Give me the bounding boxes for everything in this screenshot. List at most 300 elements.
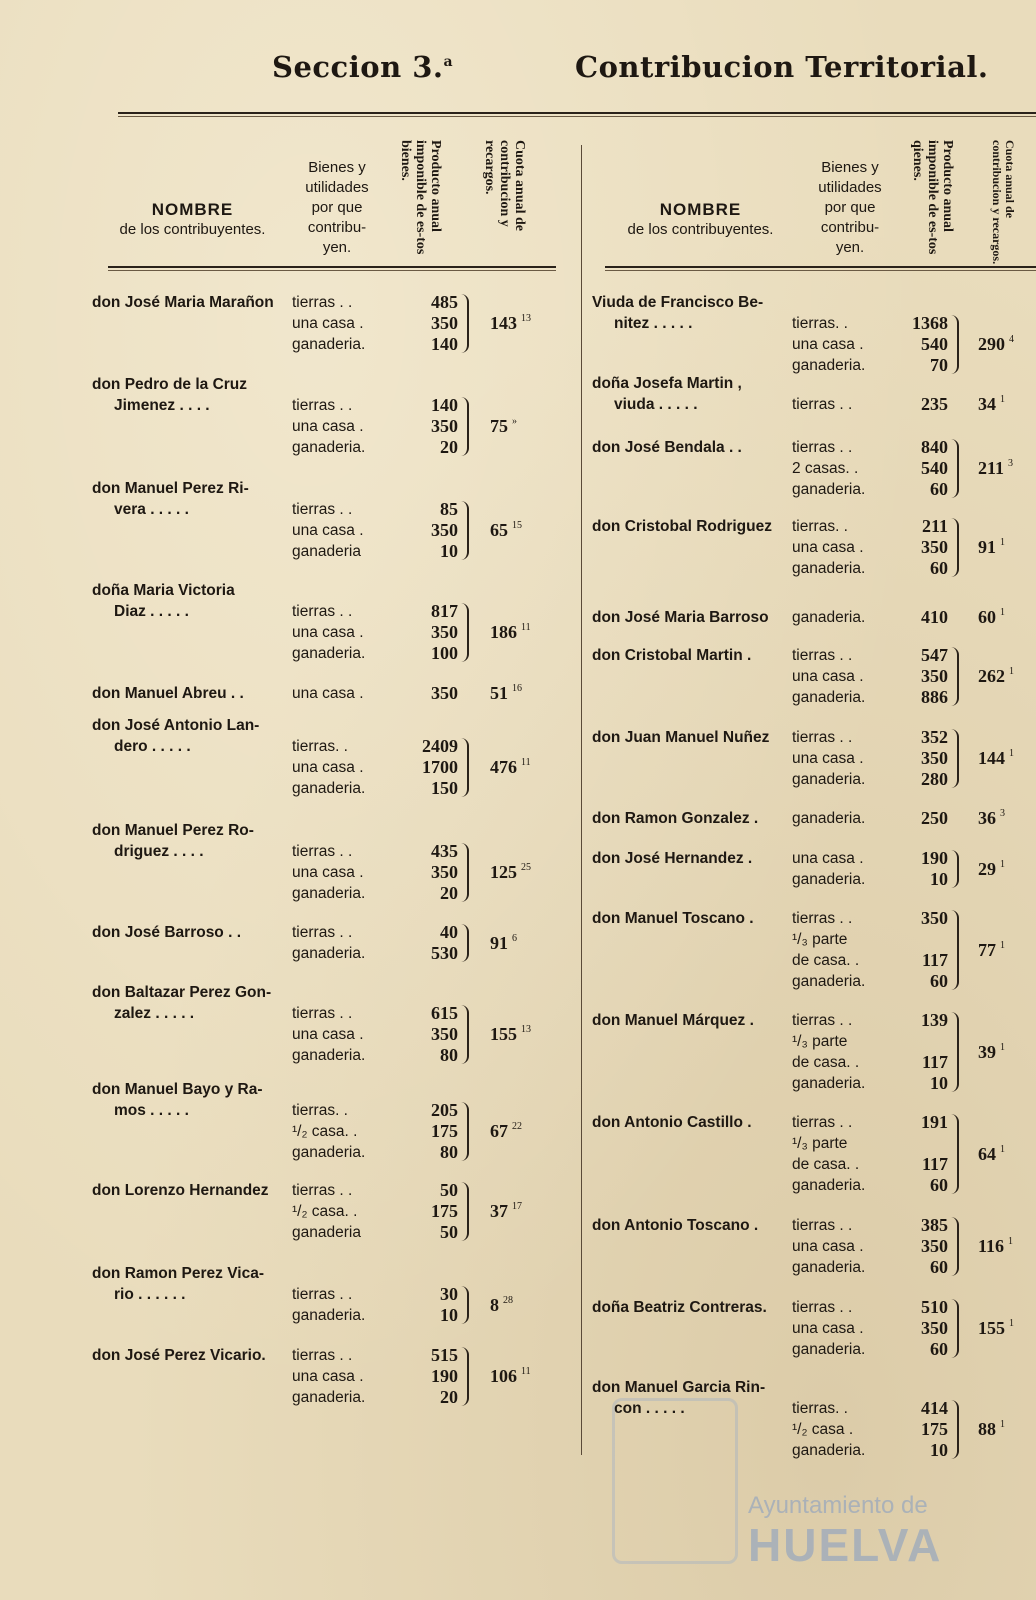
product-value: 70	[930, 355, 948, 375]
product-values	[408, 1100, 458, 1163]
product-values	[408, 841, 458, 904]
header-rule	[118, 112, 1036, 114]
property-list	[792, 727, 884, 790]
product-values	[898, 1010, 948, 1094]
contributor-name	[592, 908, 807, 929]
quota-amount	[490, 683, 522, 704]
page-title: Contribucion Territorial.	[575, 50, 989, 84]
product-values	[898, 1112, 948, 1196]
contributor-name	[592, 1297, 807, 1318]
quota-value: 77	[978, 939, 996, 960]
property-item: una casa .	[792, 668, 864, 685]
property-item: tierras . .	[292, 501, 353, 518]
quota-value: 39	[978, 1041, 996, 1062]
contributor-name-line: don Cristobal Martin .	[592, 647, 752, 664]
quota-cents: 1	[1000, 1419, 1005, 1430]
quota-cents: 1	[1000, 1143, 1005, 1155]
product-value: 817	[431, 601, 458, 621]
curly-brace	[950, 315, 959, 374]
product-value: 20	[440, 883, 458, 903]
contributor-name-line: mos . . . . .	[114, 1102, 189, 1119]
quota-cents: 15	[512, 520, 522, 531]
product-value: 886	[921, 687, 948, 707]
product-values	[408, 1284, 458, 1326]
property-item: ganaderia.	[792, 1341, 866, 1358]
quota-value: 211	[978, 458, 1005, 478]
quota-cents: 1	[1009, 748, 1014, 759]
property-item: una casa .	[292, 522, 364, 539]
quota-cents: 6	[512, 932, 517, 944]
property-item: de casa. .	[792, 1156, 860, 1173]
quota-cents: 3	[1000, 808, 1005, 819]
contributor-name	[92, 478, 307, 520]
property-item: tierras . .	[292, 1286, 353, 1303]
quota-amount	[490, 416, 517, 437]
contributor-name-line: don Ramon Gonzalez .	[592, 810, 759, 827]
property-item: ganaderia.	[292, 780, 366, 797]
quota-value: 29	[978, 858, 996, 879]
quota-cents: 13	[521, 1024, 531, 1035]
product-value: 211	[921, 516, 948, 536]
product-value: 414	[921, 1398, 948, 1418]
property-item: ganaderia.	[792, 1177, 866, 1194]
product-value: 140	[431, 334, 458, 354]
quota-amount	[978, 394, 1005, 415]
column-divider	[581, 145, 582, 1455]
property-item: ganaderia.	[292, 1144, 366, 1161]
contributor-name	[592, 808, 807, 829]
quota-value: 36	[978, 808, 996, 828]
product-value: 350	[921, 666, 948, 686]
quota-amount	[490, 933, 517, 954]
quota-cents: 1	[1008, 1236, 1014, 1247]
curly-brace	[950, 439, 959, 498]
product-values	[898, 645, 948, 708]
quota-value: 91	[978, 537, 996, 557]
contributor-name-line: don Manuel Toscano .	[592, 910, 754, 927]
product-values	[408, 1180, 458, 1243]
quota-cents: 1	[1009, 666, 1014, 677]
contributor-name-line: don Manuel Perez Ri-	[92, 480, 249, 497]
product-values	[898, 1398, 948, 1461]
product-values	[898, 908, 948, 992]
property-list	[292, 922, 384, 964]
product-value: 350	[921, 908, 948, 928]
quota-value: 155	[978, 1318, 1005, 1338]
product-value: 60	[930, 1175, 948, 1195]
property-item: una casa .	[792, 750, 864, 767]
property-item: una casa .	[792, 1238, 864, 1255]
contributor-name-line: Diaz . . . . .	[114, 603, 189, 620]
contributor-name	[92, 1345, 307, 1366]
quota-amount	[978, 1419, 1005, 1440]
product-value: 60	[930, 1257, 948, 1277]
contributor-name-line: driguez . . . .	[114, 843, 204, 860]
quota-value: 476	[490, 757, 517, 777]
product-value: 350	[921, 537, 948, 557]
property-item: tierras . .	[792, 647, 853, 664]
quota-amount	[978, 748, 1014, 769]
quota-value: 125	[490, 862, 517, 882]
product-value: 510	[921, 1297, 948, 1317]
property-list	[792, 1398, 884, 1461]
property-item: una casa .	[292, 1026, 364, 1043]
quota-amount	[490, 1121, 522, 1142]
product-value: 385	[921, 1215, 948, 1235]
property-item: ganaderia.	[792, 357, 866, 374]
contributor-name-line: doña Maria Victoria	[92, 582, 235, 599]
contributor-name	[92, 1263, 307, 1305]
property-item: ganaderia.	[292, 1307, 366, 1324]
product-value: 1700	[422, 757, 458, 777]
property-list	[292, 601, 384, 664]
curly-brace	[460, 501, 469, 560]
contributor-name-line: vera . . . . .	[114, 501, 189, 518]
contributor-name-line: doña Josefa Martin ,	[592, 375, 742, 392]
product-values	[408, 1003, 458, 1066]
contributor-name-line: don Manuel Bayo y Ra-	[92, 1081, 263, 1098]
contributor-name-line: don Manuel Abreu . .	[92, 685, 244, 702]
contributor-name-line: don Manuel Garcia Rin-	[592, 1379, 766, 1396]
quota-cents: 13	[521, 313, 531, 324]
product-value: 350	[431, 1024, 458, 1044]
curly-brace	[460, 294, 469, 353]
property-item: tierras . .	[792, 1114, 853, 1131]
quota-amount	[978, 666, 1014, 687]
product-values	[898, 727, 948, 790]
quota-value: 67	[490, 1121, 508, 1141]
product-values	[898, 437, 948, 500]
property-list	[292, 395, 384, 458]
property-item: ganaderia.	[792, 973, 866, 990]
contributor-name	[592, 437, 807, 458]
right-name-header: NOMBRE de los contribuyentes.	[627, 200, 774, 238]
curly-brace	[950, 850, 959, 888]
quota-amount	[978, 1042, 1005, 1063]
product-value: 117	[921, 950, 948, 970]
quota-value: 91	[490, 932, 508, 953]
property-item: ganaderia.	[792, 1259, 866, 1276]
curly-brace	[460, 1286, 469, 1324]
property-item: una casa .	[792, 539, 864, 556]
contributor-name	[592, 292, 807, 334]
city-seal-watermark	[612, 1398, 738, 1564]
curly-brace	[460, 1182, 469, 1241]
property-item: una casa .	[292, 685, 364, 702]
quota-cents: 28	[503, 1294, 513, 1306]
product-values	[898, 848, 948, 890]
property-item: tierras . .	[792, 729, 853, 746]
contributor-name	[92, 292, 307, 313]
quota-amount	[978, 859, 1005, 880]
curly-brace	[460, 603, 469, 662]
property-list	[792, 607, 884, 628]
product-values	[898, 313, 948, 376]
property-item: tierras. .	[792, 518, 848, 535]
product-value: 100	[431, 643, 458, 663]
product-values	[408, 736, 458, 799]
quota-amount	[978, 607, 1005, 628]
contributor-name	[92, 715, 307, 757]
product-value: 50	[440, 1222, 458, 1242]
contributor-name	[592, 727, 807, 748]
quota-cents: 4	[1009, 334, 1014, 345]
property-item: tierras . .	[292, 924, 353, 941]
curly-brace	[950, 1012, 959, 1092]
product-values	[898, 516, 948, 579]
quota-value: 155	[490, 1024, 517, 1044]
product-value: 10	[440, 1305, 458, 1325]
contributor-name	[92, 922, 307, 943]
curly-brace	[460, 397, 469, 456]
product-value	[898, 1031, 948, 1052]
property-list	[792, 1112, 884, 1196]
watermark-line2: HUELVA	[748, 1519, 943, 1571]
product-value: 60	[930, 479, 948, 499]
property-list	[792, 437, 884, 500]
product-value: 150	[431, 778, 458, 798]
contributor-name	[592, 1112, 807, 1133]
product-value: 50	[440, 1180, 458, 1200]
property-item: ganaderia.	[292, 645, 366, 662]
property-list	[292, 683, 384, 704]
quota-amount	[490, 520, 522, 541]
property-list	[292, 1180, 384, 1243]
product-value: 410	[921, 607, 948, 627]
property-item: tierras . .	[792, 910, 853, 927]
curly-brace	[950, 647, 959, 706]
property-list	[292, 841, 384, 904]
product-value: 190	[431, 1366, 458, 1386]
right-bienes-header: Bienes y utilidades por que contribu- yen.	[818, 159, 882, 256]
property-item: ganaderia.	[292, 945, 366, 962]
product-value: 10	[930, 869, 948, 889]
property-list	[292, 499, 384, 562]
property-item: tierras . .	[292, 1182, 353, 1199]
property-list	[292, 292, 384, 355]
product-values	[408, 601, 458, 664]
product-value: 117	[921, 1154, 948, 1174]
property-item: una casa .	[792, 850, 864, 867]
contributor-name-line: don José Bendala . .	[592, 439, 742, 456]
quota-value: 116	[978, 1236, 1005, 1256]
contributor-name-line: don Ramon Perez Vica-	[92, 1265, 264, 1282]
product-value: 840	[921, 437, 948, 457]
quota-cents: 16	[512, 683, 522, 694]
product-value: 615	[431, 1003, 458, 1023]
product-values	[898, 607, 948, 628]
curly-brace	[950, 1400, 959, 1459]
curly-brace	[950, 729, 959, 788]
section-title: Seccion 3.$^a$	[272, 50, 454, 84]
product-value: 350	[431, 862, 458, 882]
product-values	[898, 394, 948, 415]
quota-value: 51	[490, 683, 508, 703]
contributor-name-line: don Pedro de la Cruz	[92, 376, 248, 393]
contributor-name	[592, 645, 807, 666]
product-values	[408, 395, 458, 458]
product-value: 435	[431, 841, 458, 861]
quota-cents: 1	[1000, 858, 1005, 870]
curly-brace	[460, 924, 469, 962]
contributor-name-line: don José Barroso . .	[92, 924, 242, 941]
contributor-name-line: don José Hernandez .	[592, 850, 753, 867]
quota-amount	[978, 537, 1005, 558]
property-item: 2 casas. .	[792, 460, 859, 477]
property-item: tierras. .	[792, 315, 848, 332]
quota-amount	[490, 1295, 513, 1316]
property-item: ¹/₂ casa .	[792, 1421, 854, 1438]
curly-brace	[460, 843, 469, 902]
product-values	[408, 1345, 458, 1408]
left-bienes-header: Bienes y utilidades por que contribu- yen.	[305, 159, 369, 256]
product-value: 250	[921, 808, 948, 828]
right-header-rule	[605, 266, 1036, 268]
product-value: 350	[431, 622, 458, 642]
contributor-name	[592, 373, 807, 415]
property-item: ganaderia.	[792, 560, 866, 577]
quota-cents: 1	[1000, 537, 1005, 548]
property-item: tierras . .	[792, 1012, 853, 1029]
left-name-header: NOMBRE de los contribuyentes.	[119, 200, 266, 238]
quota-cents: 25	[521, 862, 531, 873]
curly-brace	[460, 1005, 469, 1064]
property-item: una casa .	[292, 418, 364, 435]
contributor-name-line: don Cristobal Rodriguez	[592, 518, 772, 535]
property-list	[792, 1215, 884, 1278]
quota-cents: 17	[512, 1201, 522, 1212]
product-values	[898, 808, 948, 829]
property-item: ¹/₂ casa. .	[292, 1123, 358, 1140]
property-item: tierras . .	[292, 397, 353, 414]
right-cuota-header: Cuota anual de contribucion y recargos.	[990, 140, 1017, 265]
property-item: de casa. .	[792, 1054, 860, 1071]
property-item: tierras. .	[292, 738, 348, 755]
contributor-name	[592, 516, 807, 537]
product-value: 350	[431, 416, 458, 436]
property-item: una casa .	[292, 759, 364, 776]
property-item: tierras. .	[292, 1102, 348, 1119]
contributor-name	[92, 374, 307, 416]
quota-value: 60	[978, 607, 996, 627]
contributor-name-line: don José Maria Barroso	[592, 609, 769, 626]
property-item: ganaderia.	[292, 885, 366, 902]
property-item: una casa .	[292, 864, 364, 881]
contributor-name-line: don Antonio Castillo .	[592, 1114, 752, 1131]
product-value: 60	[930, 971, 948, 991]
quota-value: 106	[490, 1366, 517, 1386]
contributor-name-line: don José Antonio Lan-	[92, 717, 260, 734]
product-value: 350	[431, 520, 458, 540]
left-cuota-header: Cuota anual de contribucion y recargos.	[482, 140, 527, 232]
property-item: ganaderia.	[792, 481, 866, 498]
property-list	[792, 394, 884, 415]
product-value: 40	[440, 922, 458, 942]
property-item: tierras. .	[792, 1400, 848, 1417]
product-value: 2409	[422, 736, 458, 756]
product-value: 352	[921, 727, 948, 747]
contributor-name	[92, 1180, 307, 1201]
property-item: ¹/₂ casa. .	[292, 1203, 358, 1220]
quota-cents: 1	[1000, 1041, 1005, 1053]
property-list	[292, 736, 384, 799]
property-item: una casa .	[792, 1320, 864, 1337]
product-value: 85	[440, 499, 458, 519]
property-item: ganaderia.	[792, 810, 866, 827]
quota-amount	[490, 1366, 531, 1387]
curly-brace	[460, 1347, 469, 1406]
product-values	[408, 499, 458, 562]
property-list	[292, 1345, 384, 1408]
contributor-name	[592, 607, 807, 628]
product-value: 175	[431, 1121, 458, 1141]
product-values	[408, 292, 458, 355]
quota-cents: 11	[521, 1366, 531, 1377]
property-list	[792, 516, 884, 579]
property-item: ganaderia.	[292, 439, 366, 456]
property-item: ganaderia.	[292, 1047, 366, 1064]
property-item: ganaderia	[292, 543, 361, 560]
product-value: 190	[921, 848, 948, 868]
product-value: 191	[921, 1112, 948, 1132]
product-values	[408, 922, 458, 964]
contributor-name-line: dero . . . . .	[114, 738, 191, 755]
curly-brace	[950, 910, 959, 990]
contributor-name	[592, 1215, 807, 1236]
left-producto-header: Producto anual imponible de es-tos bienes.	[398, 140, 443, 255]
property-list	[292, 1284, 384, 1326]
product-value: 1368	[912, 313, 948, 333]
quota-value: 34	[978, 394, 996, 414]
quota-amount	[978, 1236, 1013, 1257]
quota-cents: 3	[1008, 458, 1014, 469]
property-item: tierras . .	[792, 439, 853, 456]
product-value: 10	[930, 1073, 948, 1093]
property-item: ganaderia.	[792, 1442, 866, 1459]
property-item: ganaderia.	[792, 871, 866, 888]
contributor-name	[92, 683, 307, 704]
property-list	[792, 848, 884, 890]
curly-brace	[460, 1102, 469, 1161]
curly-brace	[460, 738, 469, 797]
property-list	[792, 645, 884, 708]
quota-value: 290	[978, 334, 1005, 354]
contributor-name-line: don Manuel Márquez .	[592, 1012, 754, 1029]
contributor-name-line: viuda . . . . .	[614, 396, 698, 413]
product-value: 547	[921, 645, 948, 665]
product-value: 175	[921, 1419, 948, 1439]
quota-amount	[490, 1024, 531, 1045]
contributor-name	[592, 848, 807, 869]
property-item: tierras . .	[292, 294, 353, 311]
product-value: 350	[921, 1236, 948, 1256]
quota-amount	[490, 757, 531, 778]
quota-value: 186	[490, 622, 517, 642]
property-item: ¹/₃ parte	[792, 1135, 848, 1152]
quota-amount	[490, 622, 531, 643]
quota-value: 65	[490, 520, 508, 540]
contributor-name-line: con . . . . .	[614, 1400, 685, 1417]
product-value: 350	[431, 313, 458, 333]
property-item: tierras . .	[292, 603, 353, 620]
quota-amount	[978, 1318, 1014, 1339]
curly-brace	[950, 1114, 959, 1194]
quota-cents: »	[512, 416, 517, 427]
product-value: 60	[930, 558, 948, 578]
contributor-name-line: don José Perez Vicario.	[92, 1347, 266, 1364]
product-value: 280	[921, 769, 948, 789]
product-value: 540	[921, 334, 948, 354]
